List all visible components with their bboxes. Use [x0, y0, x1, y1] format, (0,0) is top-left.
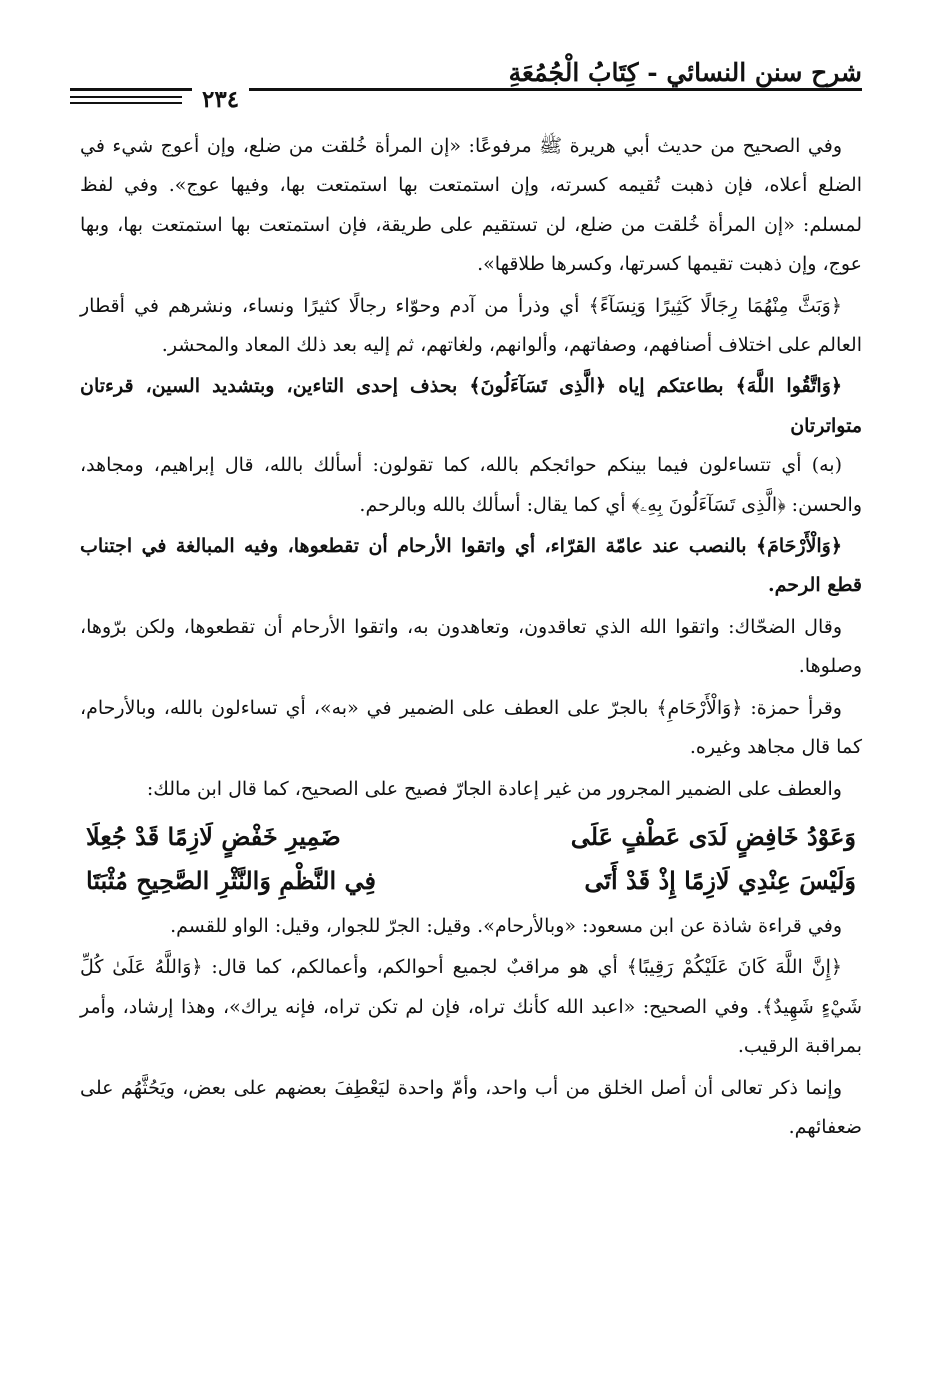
poem-second-hemistich: فِي النَّظْمِ وَالنَّثْرِ الصَّحِيحِ مُثْبَتَا — [86, 865, 376, 895]
header-rule — [70, 88, 862, 91]
poem-second-hemistich: ضَمِيرِ خَفْضٍ لَازِمًا قَدْ جُعِلَا — [86, 821, 341, 851]
paragraph-bihi: (به) أي تتساءلون فيما بينكم حوائجكم بالله، كما تقولون: أسألك بالله، قال إبراهيم، ومجاهد، والحسن: ﴿الَّذِى تَسَآءَلُونَ بِهِۦ﴾ أي كما يقال: أسألك بالله وبالرحم. — [80, 454, 862, 516]
paragraph-wattaqu-allah: ﴿وَاتَّقُوا اللَّهَ﴾ بطاعتكم إياه ﴿الَّذِى تَسَآءَلُونَ﴾ بحذف إحدى التاءين، وبتشديد السين، قرءتان متواترتان — [80, 375, 862, 437]
poem-first-hemistich: وَعَوْدُ خَافِضٍ لَدَى عَطْفٍ عَلَى — [570, 821, 856, 851]
poem-first-hemistich: وَلَيْسَ عِنْدِي لَازِمًا إِذْ قَدْ أَتَى — [584, 865, 856, 895]
paragraph-hamza: وقرأ حمزة: ﴿وَالْأَرْحَامِ﴾ بالجرّ على العطف على الضمير في «به»، أي تساءلون بالله، وبالأرحام، كما قال مجاهد وغيره. — [80, 696, 862, 759]
paragraph-raqib: ﴿إِنَّ اللَّهَ كَانَ عَلَيْكُمْ رَقِيبًا﴾ أي هو مراقبٌ لجميع أحوالكم، وأعمالكم، كما قال: ﴿وَاللَّهُ عَلَىٰ كُلِّ شَيْءٍ شَهِيدٌ﴾. وفي الصحيح: «اعبد الله كأنك تراه، فإن لم تكن تراه، فإنه يراك»، وهذا إرشاد، وأمر بمراقبة الرقيب. — [80, 956, 862, 1058]
header-double-rule — [70, 96, 182, 104]
poem-line — [80, 815, 862, 859]
running-title: شرح سنن النسائي - كِتَابُ الْجُمُعَةِ — [508, 58, 862, 87]
page-body — [80, 127, 862, 1147]
paragraph-dahhak: وقال الضحّاك: واتقوا الله الذي تعاقدون، وتعاهدون به، واتقوا الأرحام أن تقطعوها، ولكن برّوها، وصلوها. — [80, 615, 862, 678]
page-header — [70, 58, 862, 116]
poem-line — [80, 859, 862, 903]
paragraph-hadith-rib: وفي الصحيح من حديث أبي هريرة ﷺ مرفوعًا: «إن المرأة خُلقت من ضلع، وإن أعوج شيء في الضلع أعلاه، فإن ذهبت تُقيمه كسرته، وإن استمتعت بها استمتعت بها، وفيها عوج». وفي لفظ لمسلم: «إن المرأة خُلقت من ضلع، لن تستقيم على طريقة، فإن استمتعت بها استمتعت بها، وبها عوج، وإن ذهبت تقيمها كسرتها، وكسرها طلاقها». — [80, 135, 862, 276]
paragraph-asl-al-khalq: وإنما ذكر تعالى أن أصل الخلق من أب واحد، وأمّ واحدة ليَعْطِفَ بعضهم على بعض، ويَحُثَّهُم على ضعفائهم. — [80, 1076, 862, 1138]
paragraph-ibn-masud: وفي قراءة شاذة عن ابن مسعود: «وبالأرحام». وقيل: الجرّ للجوار، وقيل: الواو للقسم. — [170, 914, 842, 937]
paragraph-wa-baththa: ﴿وَبَثَّ مِنْهُمَا رِجَالًا كَثِيرًا وَنِسَآءً﴾ أي وذرأ من آدم وحوّاء رجالًا كثيرًا ونساء، ونشرهم في أقطار العالم على اختلاف أصنافهم، وصفاتهم، وألوانهم، ولغاتهم، ثم إليه بعد ذلك المعاد والمحشر. — [80, 294, 862, 357]
paragraph-wal-arhama: ﴿وَالْأَرْحَامَ﴾ بالنصب عند عامّة القرّاء، أي واتقوا الأرحام أن تقطعوها، وفيه المبالغة في اجتناب قطع الرحم. — [80, 535, 862, 597]
page-number: ٢٣٤ — [192, 86, 249, 113]
paragraph-atf: والعطف على الضمير المجرور من غير إعادة الجارّ فصيح على الصحيح، كما قال ابن مالك: — [146, 777, 842, 800]
poem — [80, 815, 862, 903]
